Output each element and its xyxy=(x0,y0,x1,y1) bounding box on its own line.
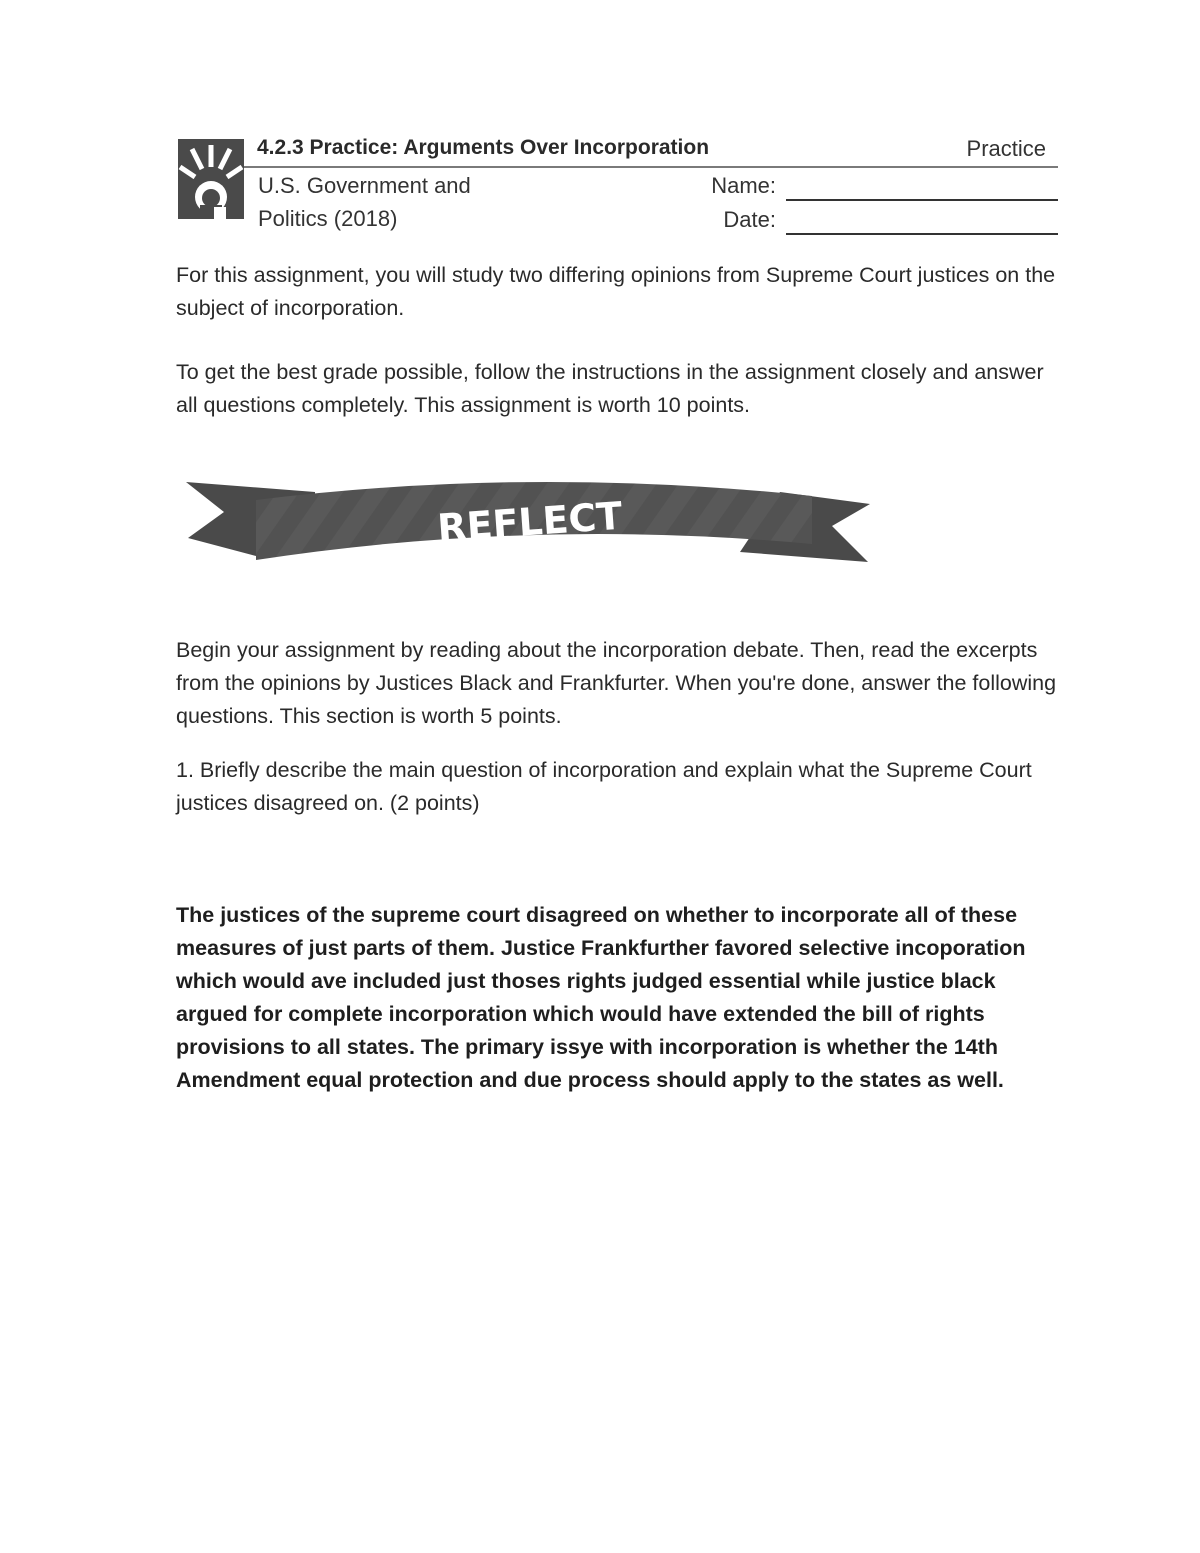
intro-paragraph-2: To get the best grade possible, follow the instructions in the assignment closely and answer all questions completely. This assignment is worth 10 points. xyxy=(176,360,1044,417)
question-1: 1. Briefly describe the main question of incorporation and explain what the Supreme Court justices disagreed on. (2 points) xyxy=(176,758,1032,815)
banner-label: REFLECT xyxy=(435,493,624,551)
answer-1: The justices of the supreme court disagreed on whether to incorporate all of these measures of just parts of them. Justice Frankfurther favored selective incoporation which would ave included just thoses rights judged essential while justice black argued for complete incorporation which would have extended the bill of rights provisions to all states. The primary issye with incorporation is whether the 14th Amendment equal protection and due process should apply to the states as well. xyxy=(176,903,1026,1092)
course-line-2: Politics (2018) xyxy=(258,206,398,231)
course-name xyxy=(258,169,518,235)
date-field-line xyxy=(786,233,1058,235)
reflect-instructions: Begin your assignment by reading about the incorporation debate. Then, read the excerpts from the opinions by Justices Black and Frankfurter. When you're done, answer the following questions. This section is worth 5 points. xyxy=(176,638,1057,728)
assignment-type: Practice xyxy=(966,136,1046,161)
logo-icon xyxy=(178,137,244,219)
name-label: Name: xyxy=(711,173,776,198)
name-field-line xyxy=(786,199,1058,201)
header-divider xyxy=(244,166,1058,168)
reflect-banner xyxy=(180,474,880,570)
assignment-title: 4.2.3 Practice: Arguments Over Incorporation xyxy=(257,136,710,159)
course-line-1: U.S. Government and xyxy=(258,173,471,198)
date-label: Date: xyxy=(723,207,776,232)
intro-paragraph-1: For this assignment, you will study two differing opinions from Supreme Court justices on the subject of incorporation. xyxy=(176,263,1056,320)
